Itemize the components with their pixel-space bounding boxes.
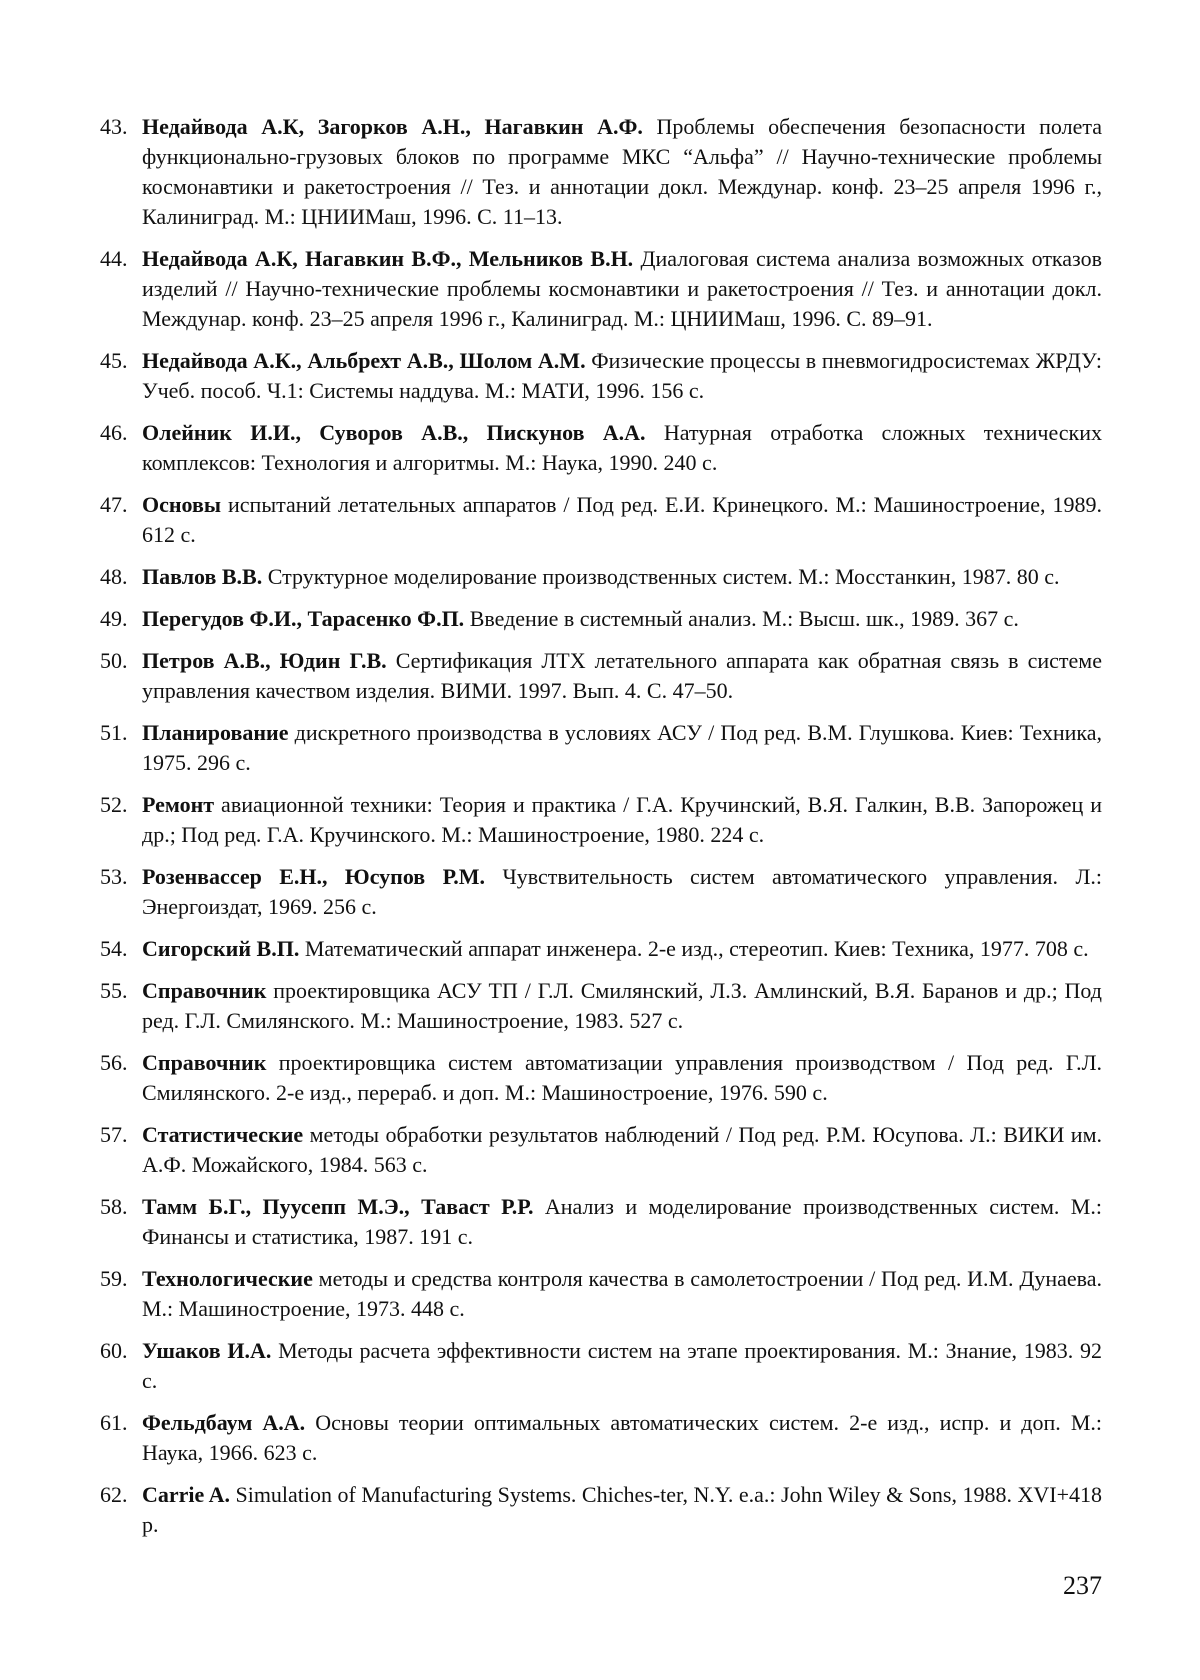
reference-number: 60. (100, 1338, 128, 1363)
reference-author: Тамм Б.Г., Пуусепп М.Э., Таваст Р.Р. (142, 1194, 534, 1219)
reference-item (100, 1264, 1102, 1324)
reference-item (100, 112, 1102, 232)
reference-author: Справочник (142, 978, 267, 1003)
reference-item (100, 790, 1102, 850)
reference-item (100, 1048, 1102, 1108)
reference-item (100, 1336, 1102, 1396)
reference-number: 56. (100, 1050, 128, 1075)
reference-number: 57. (100, 1122, 128, 1147)
reference-entry (142, 976, 1102, 1036)
reference-number: 48. (100, 564, 128, 589)
reference-number: 62. (100, 1482, 128, 1507)
reference-author: Сигорский В.П. (142, 936, 300, 961)
reference-text: Физические процессы в пневмогидросистемах ЖРДУ: Учеб. пособ. Ч.1: Системы наддува. М.: МАТИ, 1996. 156 с. (142, 348, 1102, 403)
reference-number: 59. (100, 1266, 128, 1291)
reference-author: Основы (142, 492, 222, 517)
reference-author: Справочник (142, 1050, 267, 1075)
reference-item (100, 562, 1102, 592)
reference-author: Ушаков И.А. (142, 1338, 272, 1363)
reference-text: Simulation of Manufacturing Systems. Chiches-ter, N.Y. e.a.: John Wiley & Sons, 1988. XVI+418 p. (142, 1482, 1102, 1537)
reference-entry (142, 934, 1102, 964)
reference-text: проектировщика АСУ ТП / Г.Л. Смилянский, Л.З. Амлинский, В.Я. Баранов и др.; Под ред. Г.Л. Смилянского. М.: Машиностроение, 1983. 527 с. (142, 978, 1102, 1033)
reference-text: Анализ и моделирование производственных систем. М.: Финансы и статистика, 1987. 191 с. (142, 1194, 1102, 1249)
reference-number: 52. (100, 792, 128, 817)
reference-entry (142, 646, 1102, 706)
reference-entry (142, 1192, 1102, 1252)
reference-number: 46. (100, 420, 128, 445)
reference-text: Натурная отработка сложных технических комплексов: Технология и алгоритмы. М.: Наука, 1990. 240 с. (142, 420, 1102, 475)
reference-text: методы обработки результатов наблюдений / Под ред. Р.М. Юсупова. Л.: ВИКИ им. А.Ф. Можайского, 1984. 563 с. (142, 1122, 1102, 1177)
reference-text: Диалоговая система анализа возможных отказов изделий // Научно-технические проблемы космонавтики и ракетостроения // Тез. и аннотации докл. Междунар. конф. 23–25 апреля 1996 г., Калиниград. М.: ЦНИИМаш, 1996. С. 89–91. (142, 246, 1102, 331)
reference-number: 61. (100, 1410, 128, 1435)
reference-item (100, 1120, 1102, 1180)
reference-text: Математический аппарат инженера. 2-е изд., стереотип. Киев: Техника, 1977. 708 с. (299, 936, 1089, 961)
reference-item (100, 718, 1102, 778)
reference-text: Введение в системный анализ. М.: Высш. шк., 1989. 367 с. (464, 606, 1019, 631)
reference-item (100, 646, 1102, 706)
reference-entry (142, 1120, 1102, 1180)
reference-entry (142, 490, 1102, 550)
reference-number: 44. (100, 246, 128, 271)
reference-author: Планирование (142, 720, 289, 745)
reference-author: Перегудов Ф.И., Тарасенко Ф.П. (142, 606, 465, 631)
reference-text: методы и средства контроля качества в самолетостроении / Под ред. И.М. Дунаева. М.: Машиностроение, 1973. 448 с. (142, 1266, 1102, 1321)
reference-author: Статистические (142, 1122, 304, 1147)
reference-author: Недайвода А.К, Нагавкин В.Ф., Мельников В.Н. (142, 246, 634, 271)
reference-text: проектировщика систем автоматизации управления производством / Под ред. Г.Л. Смилянского. 2-е изд., перераб. и доп. М.: Машиностроение, 1976. 590 с. (142, 1050, 1102, 1105)
reference-entry (142, 1048, 1102, 1108)
reference-number: 53. (100, 864, 128, 889)
reference-number: 51. (100, 720, 128, 745)
reference-text: Чувствительность систем автоматического управления. Л.: Энергоиздат, 1969. 256 с. (142, 864, 1102, 919)
reference-item (100, 244, 1102, 334)
reference-author: Недайвода А.К, Загорков А.Н., Нагавкин А.Ф. (142, 114, 643, 139)
reference-author: Розенвассер Е.Н., Юсупов Р.М. (142, 864, 486, 889)
reference-number: 55. (100, 978, 128, 1003)
reference-text: Сертификация ЛТХ летательного аппарата как обратная связь в системе управления качеством изделия. ВИМИ. 1997. Вып. 4. С. 47–50. (142, 648, 1102, 703)
reference-text: Основы теории оптимальных автоматических систем. 2-е изд., испр. и доп. М.: Наука, 1966. 623 с. (142, 1410, 1102, 1465)
reference-author: Петров А.В., Юдин Г.В. (142, 648, 387, 673)
reference-item (100, 1408, 1102, 1468)
reference-author: Carrie A. (142, 1482, 230, 1507)
reference-author: Технологические (142, 1266, 313, 1291)
reference-author: Ремонт (142, 792, 215, 817)
reference-number: 45. (100, 348, 128, 373)
reference-number: 50. (100, 648, 128, 673)
reference-entry (142, 790, 1102, 850)
reference-item (100, 1480, 1102, 1540)
reference-entry (142, 418, 1102, 478)
reference-item (100, 346, 1102, 406)
reference-entry (142, 112, 1102, 232)
reference-author: Павлов В.В. (142, 564, 263, 589)
reference-list (100, 112, 1102, 1552)
reference-number: 54. (100, 936, 128, 961)
reference-number: 43. (100, 114, 128, 139)
reference-entry (142, 346, 1102, 406)
reference-entry (142, 244, 1102, 334)
reference-number: 58. (100, 1194, 128, 1219)
reference-entry (142, 1336, 1102, 1396)
reference-text: Структурное моделирование производственных систем. М.: Мосстанкин, 1987. 80 с. (262, 564, 1060, 589)
reference-text: дискретного производства в условиях АСУ / Под ред. В.М. Глушкова. Киев: Техника, 1975. 296 с. (142, 720, 1102, 775)
reference-text: Проблемы обеспечения безопасности полета функционально-грузовых блоков по программе МКС “Альфа” // Научно-технические проблемы космонавтики и ракетостроения // Тез. и аннотации докл. Междунар. конф. 23–25 апреля 1996 г., Калиниград. М.: ЦНИИМаш, 1996. С. 11–13. (142, 114, 1103, 229)
reference-item (100, 862, 1102, 922)
reference-item (100, 976, 1102, 1036)
reference-text: Методы расчета эффективности систем на этапе проектирования. М.: Знание, 1983. 92 с. (142, 1338, 1102, 1393)
reference-author: Недайвода А.К., Альбрехт А.В., Шолом А.М. (142, 348, 586, 373)
reference-entry (142, 604, 1102, 634)
reference-author: Олейник И.И., Суворов А.В., Пискунов А.А. (142, 420, 646, 445)
reference-entry (142, 1264, 1102, 1324)
reference-item (100, 1192, 1102, 1252)
reference-entry (142, 1408, 1102, 1468)
page-number: 237 (1063, 1571, 1102, 1600)
reference-item (100, 490, 1102, 550)
reference-entry (142, 562, 1102, 592)
reference-item (100, 934, 1102, 964)
reference-item (100, 418, 1102, 478)
reference-author: Фельдбаум А.А. (142, 1410, 306, 1435)
reference-entry (142, 718, 1102, 778)
reference-text: испытаний летательных аппаратов / Под ред. Е.И. Кринецкого. М.: Машиностроение, 1989. 612 с. (142, 492, 1102, 547)
reference-entry (142, 1480, 1102, 1540)
reference-number: 49. (100, 606, 128, 631)
reference-number: 47. (100, 492, 128, 517)
reference-entry (142, 862, 1102, 922)
reference-text: авиационной техники: Теория и практика / Г.А. Кручинский, В.Я. Галкин, В.В. Запорожец и др.; Под ред. Г.А. Кручинского. М.: Машиностроение, 1980. 224 с. (142, 792, 1102, 847)
reference-item (100, 604, 1102, 634)
